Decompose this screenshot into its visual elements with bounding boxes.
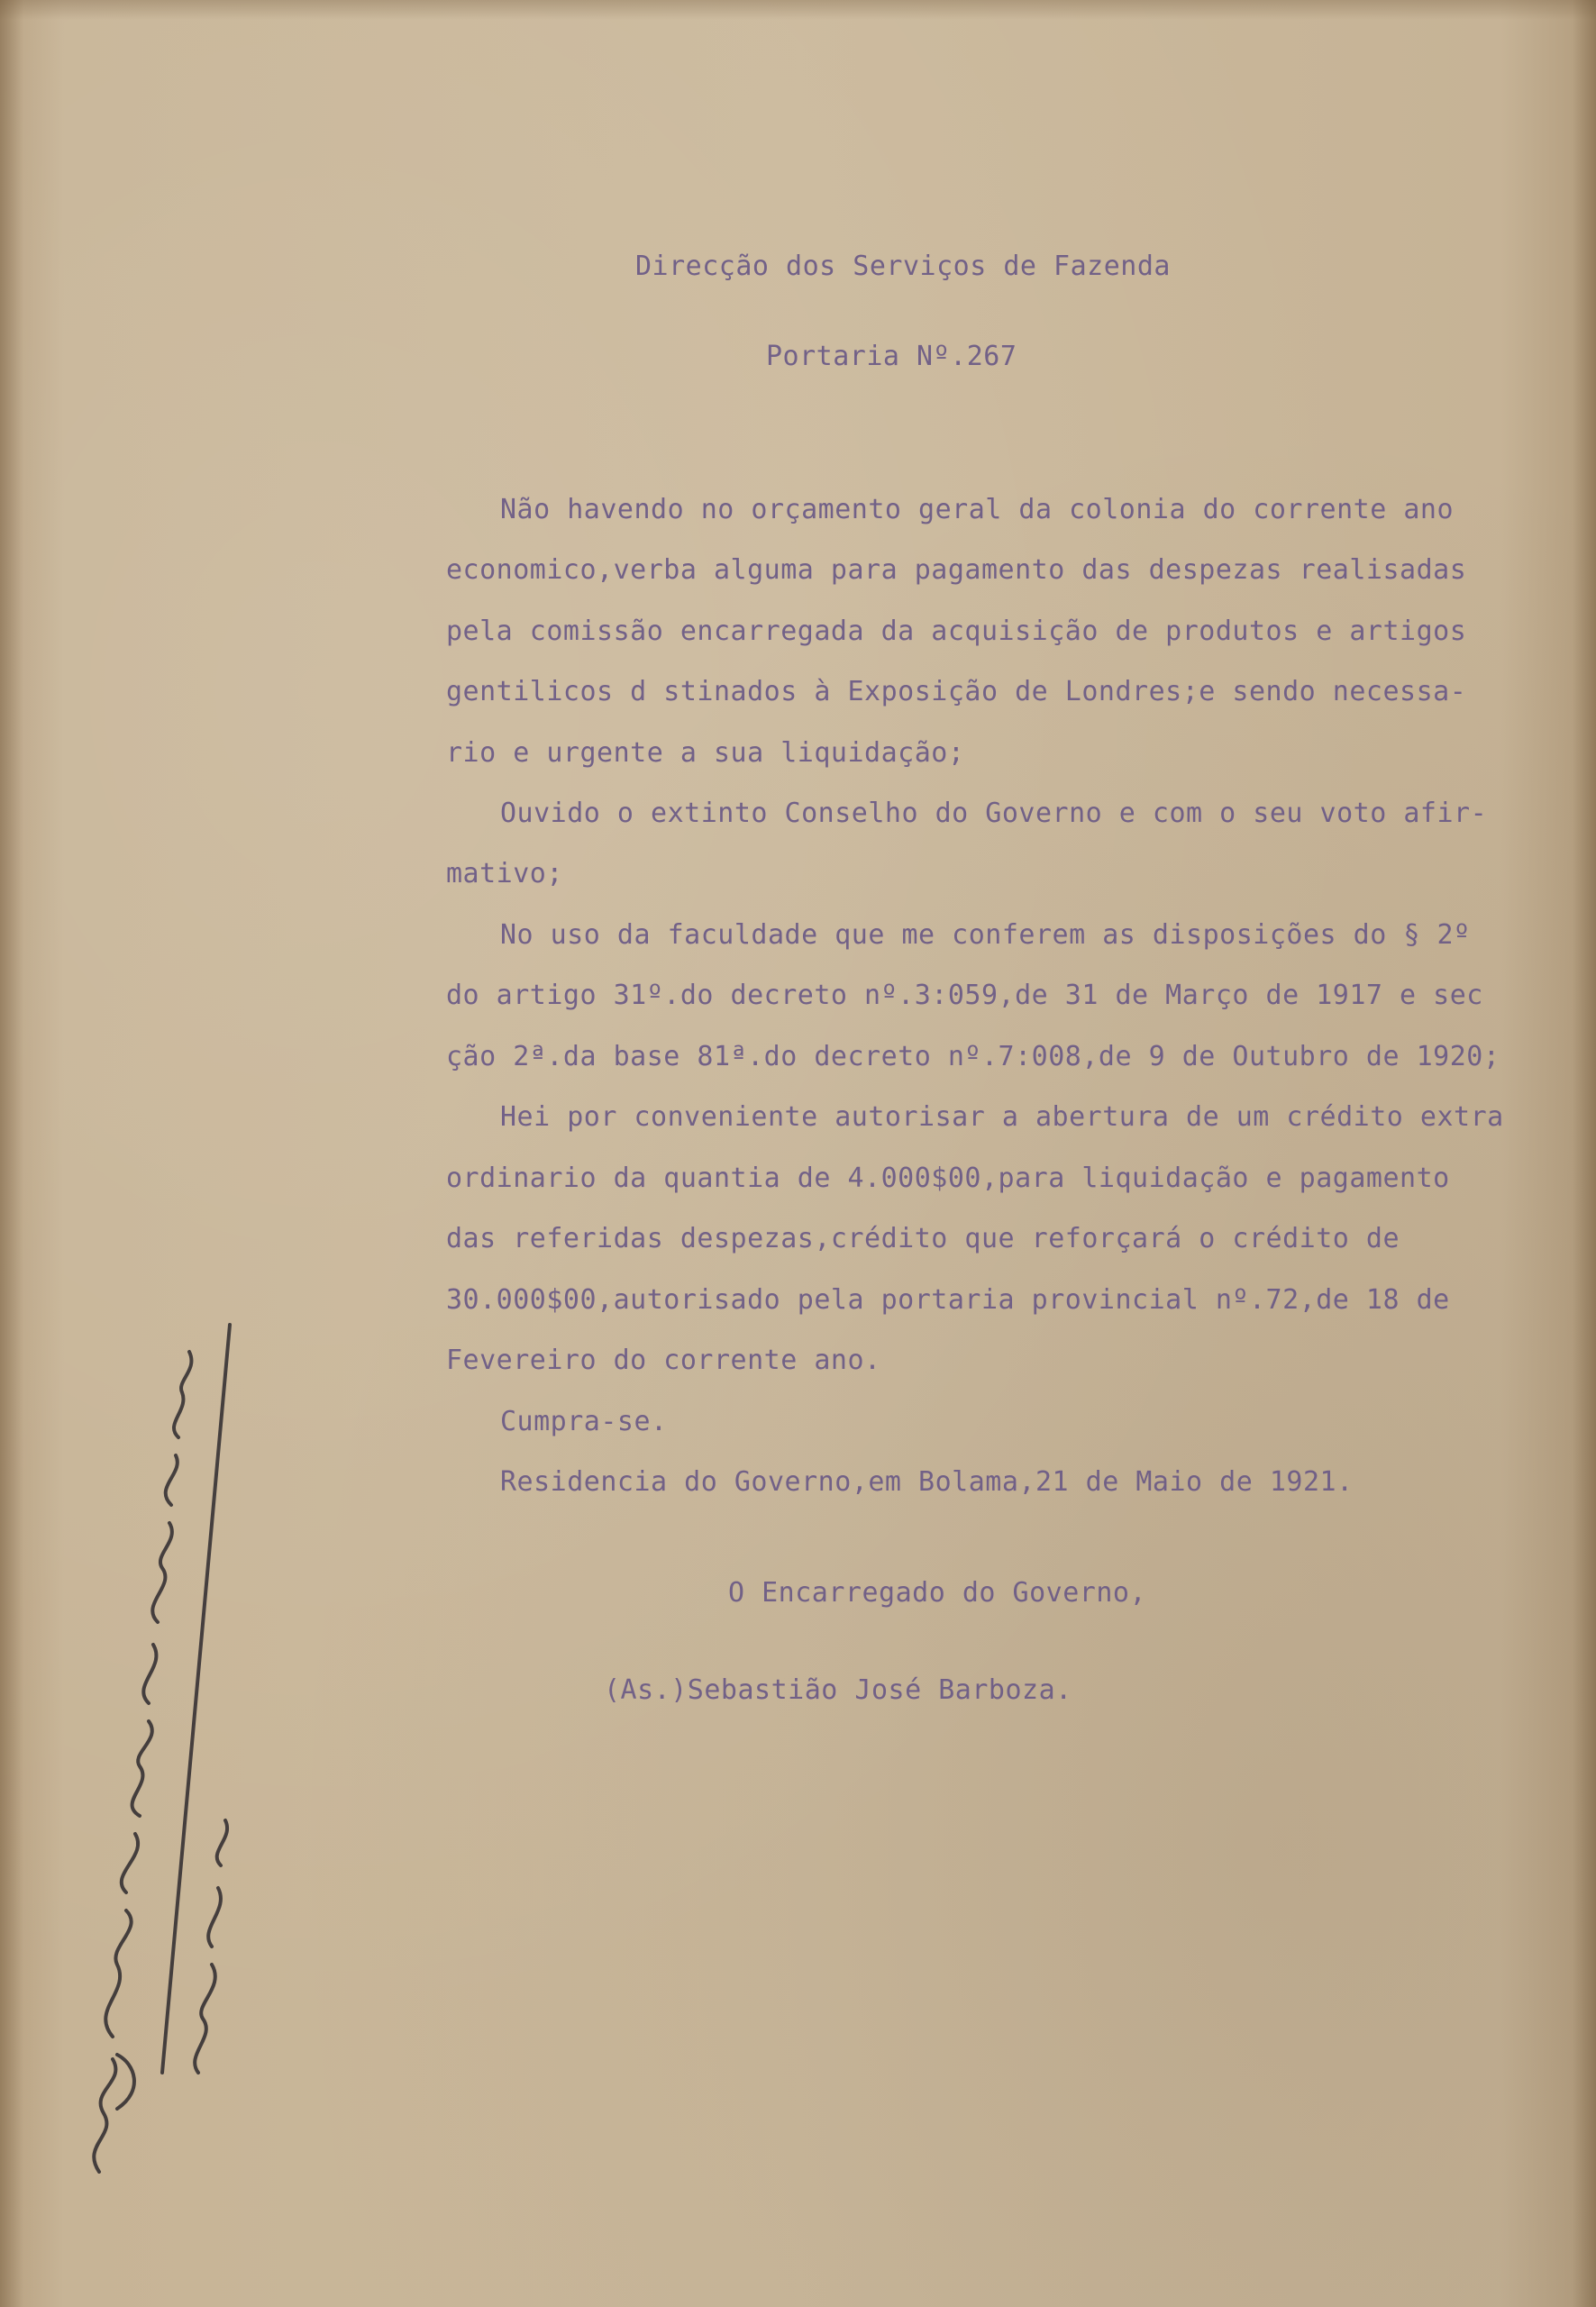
body-line: No uso da faculdade que me conferem as disposições do § 2º [500, 919, 1471, 951]
signature-title: O Encarregado do Governo, [728, 1577, 1147, 1609]
handwritten-marginal-note [63, 1298, 243, 2199]
body-line: pela comissão encarregada da acquisição de produtos e artigos [446, 616, 1467, 647]
body-line: economico,verba alguma para pagamento das despezas realisadas [446, 554, 1467, 586]
body-line: do artigo 31º.do decreto nº.3:059,de 31 de Março de 1917 e sec [446, 980, 1483, 1011]
body-line: Fevereiro do corrente ano. [446, 1345, 881, 1376]
body-line: Não havendo no orçamento geral da colonia do corrente ano [500, 494, 1455, 525]
paper-edge-left [0, 0, 23, 2307]
paper-edge-right [1573, 0, 1596, 2307]
department-header: Direcção dos Serviços de Fazenda [635, 251, 1171, 282]
body-line: ção 2ª.da base 81ª.do decreto nº.7:008,de 9 de Outubro de 1920; [446, 1041, 1500, 1072]
body-line: das referidas despezas,crédito que reforçará o crédito de [446, 1223, 1400, 1254]
body-line: rio e urgente a sua liquidação; [446, 737, 965, 769]
body-line: Hei por conveniente autorisar a abertura de um crédito extra [500, 1101, 1504, 1133]
paper-edge-top [0, 0, 1596, 20]
body-line: Ouvido o extinto Conselho do Governo e com o seu voto afir- [500, 798, 1488, 829]
handwriting-scribble-icon [63, 1298, 243, 2199]
portaria-number: Portaria Nº.267 [766, 341, 1017, 372]
body-line: gentilicos d stinados à Exposição de Londres;e sendo necessa- [446, 676, 1467, 707]
body-line: Residencia do Governo,em Bolama,21 de Maio de 1921. [500, 1466, 1354, 1498]
body-line: Cumpra-se. [500, 1406, 668, 1437]
body-line: 30.000$00,autorisado pela portaria provincial nº.72,de 18 de [446, 1284, 1450, 1316]
body-line: mativo; [446, 858, 563, 889]
body-line: ordinario da quantia de 4.000$00,para liquidação e pagamento [446, 1163, 1450, 1194]
signature-name: (As.)Sebastião José Barboza. [604, 1674, 1072, 1706]
